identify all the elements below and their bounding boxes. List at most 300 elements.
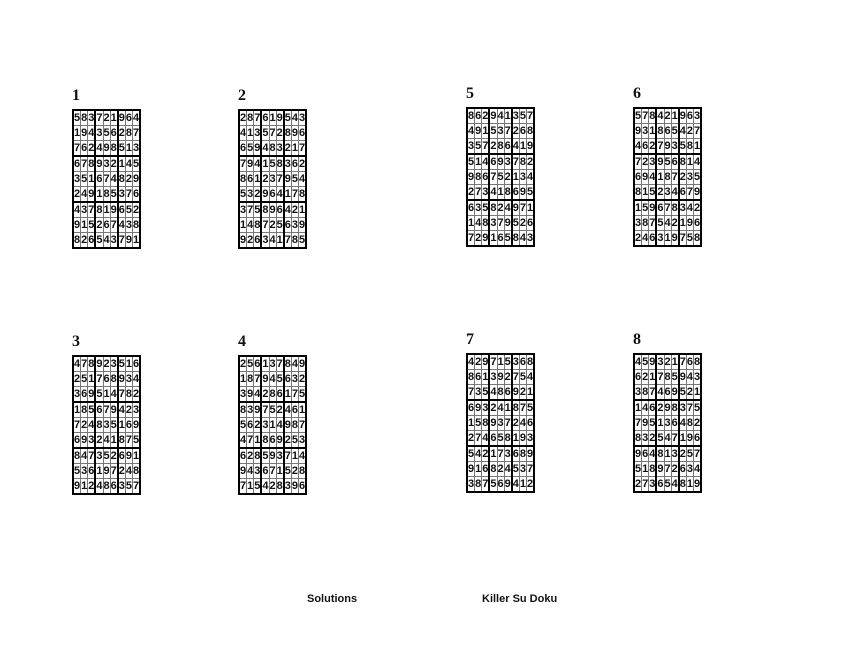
grid-cell: 8 [110,373,117,385]
grid-cell: 3 [133,142,140,154]
grid-cell: 7 [490,171,497,183]
grid-cell: 9 [103,465,110,477]
grid-cell: 7 [284,234,291,246]
grid-row [634,446,701,462]
grid-cell: 2 [482,110,489,122]
grid-cell: 4 [642,402,649,414]
grid-cell: 9 [475,402,482,414]
grid-cell: 7 [284,450,291,462]
grid-cell: 4 [291,112,298,124]
grid-cell: 1 [262,158,269,170]
sudoku-grid [238,355,307,495]
grid-cell: 9 [110,204,117,216]
grid-cell: 2 [635,478,642,490]
grid-cell: 2 [664,356,671,368]
grid-cell: 4 [475,217,482,229]
grid-cell: 6 [649,232,656,244]
grid-row [467,354,534,370]
grid-cell: 3 [635,386,642,398]
grid-cell: 6 [468,202,475,214]
grid-cell: 2 [103,112,110,124]
grid-cell: 5 [262,450,269,462]
grid-cell: 2 [291,204,298,216]
grid-cell: 5 [125,480,132,492]
grid-cell: 3 [664,186,671,198]
grid-cell: 7 [125,188,132,200]
sudoku-grid [633,353,702,493]
grid-cell: 2 [642,371,649,383]
grid-cell: 6 [276,204,283,216]
grid-cell: 6 [527,217,534,229]
grid-cell: 2 [504,371,511,383]
grid-cell: 6 [284,219,291,231]
grid-cell: 1 [247,127,254,139]
grid-row [73,233,140,249]
grid-cell: 2 [110,158,117,170]
grid-cell: 8 [74,234,81,246]
puzzle-number: 6 [633,85,641,102]
grid-cell: 8 [240,404,247,416]
grid-cell: 9 [527,448,534,460]
grid-cell: 1 [504,110,511,122]
grid-cell: 3 [96,450,103,462]
grid-cell: 1 [269,112,276,124]
grid-cell: 4 [291,358,298,370]
grid-row [467,154,534,170]
grid-cell: 3 [512,110,519,122]
grid-cell: 5 [269,158,276,170]
grid-cell: 7 [240,480,247,492]
grid-cell: 7 [475,432,482,444]
grid-cell: 8 [671,402,678,414]
grid-row [634,170,701,185]
grid-cell: 3 [240,388,247,400]
grid-cell: 6 [482,463,489,475]
grid-cell: 3 [74,388,81,400]
grid-cell: 5 [468,448,475,460]
grid-cell: 9 [269,204,276,216]
grid-cell: 5 [103,450,110,462]
grid-cell: 2 [497,463,504,475]
grid-cell: 8 [125,388,132,400]
grid-row [239,433,306,449]
grid-cell: 4 [74,358,81,370]
grid-row [634,400,701,416]
grid-cell: 7 [657,140,664,152]
grid-cell: 3 [664,417,671,429]
grid-cell: 6 [284,373,291,385]
grid-cell: 8 [504,432,511,444]
grid-cell: 7 [497,448,504,460]
grid-cell: 5 [497,432,504,444]
grid-cell: 3 [519,463,526,475]
grid-cell: 5 [649,186,656,198]
grid-cell: 6 [686,356,693,368]
grid-cell: 2 [671,463,678,475]
grid-cell: 2 [519,217,526,229]
grid-cell: 7 [504,417,511,429]
grid-cell: 1 [679,217,686,229]
grid-row [239,172,306,187]
grid-row [634,200,701,216]
grid-cell: 9 [118,112,125,124]
grid-cell: 7 [490,356,497,368]
grid-cell: 8 [299,465,306,477]
grid-cell: 9 [497,156,504,168]
grid-cell: 7 [74,419,81,431]
grid-cell: 2 [284,434,291,446]
grid-cell: 4 [649,171,656,183]
grid-cell: 3 [118,480,125,492]
grid-row [73,448,140,464]
grid-cell: 9 [512,202,519,214]
grid-cell: 4 [664,432,671,444]
grid-cell: 2 [679,171,686,183]
grid-cell: 5 [81,373,88,385]
grid-row [634,139,701,155]
grid-cell: 1 [497,186,504,198]
grid-cell: 3 [269,173,276,185]
grid-cell: 8 [519,448,526,460]
grid-cell: 1 [504,402,511,414]
sudoku-grid [72,109,141,249]
grid-cell: 8 [679,478,686,490]
grid-cell: 6 [490,156,497,168]
grid-cell: 1 [527,386,534,398]
grid-cell: 9 [240,234,247,246]
grid-cell: 3 [291,219,298,231]
grid-row [73,141,140,157]
grid-cell: 2 [291,465,298,477]
grid-cell: 1 [497,356,504,368]
grid-cell: 1 [254,173,261,185]
grid-cell: 6 [694,217,701,229]
grid-cell: 3 [657,232,664,244]
grid-row [467,400,534,416]
grid-cell: 4 [88,127,95,139]
grid-cell: 7 [240,158,247,170]
grid-cell: 6 [110,127,117,139]
grid-cell: 5 [512,463,519,475]
grid-cell: 3 [81,204,88,216]
grid-cell: 6 [88,234,95,246]
grid-cell: 3 [88,434,95,446]
grid-cell: 7 [269,127,276,139]
grid-cell: 8 [686,417,693,429]
grid-cell: 5 [694,402,701,414]
grid-cell: 1 [299,404,306,416]
grid-cell: 5 [504,232,511,244]
grid-cell: 6 [512,186,519,198]
puzzle-number: 3 [72,333,80,350]
grid-cell: 7 [103,404,110,416]
grid-cell: 1 [482,371,489,383]
grid-cell: 4 [490,386,497,398]
grid-cell: 4 [519,417,526,429]
grid-row [73,372,140,387]
grid-cell: 2 [81,419,88,431]
grid-cell: 4 [284,404,291,416]
grid-cell: 5 [81,173,88,185]
grid-cell: 7 [133,480,140,492]
grid-cell: 3 [262,234,269,246]
grid-cell: 2 [74,373,81,385]
grid-cell: 4 [254,388,261,400]
grid-cell: 2 [276,127,283,139]
grid-cell: 4 [519,232,526,244]
grid-cell: 9 [299,358,306,370]
grid-cell: 4 [468,125,475,137]
grid-cell: 9 [133,173,140,185]
grid-cell: 5 [276,373,283,385]
grid-cell: 6 [504,140,511,152]
grid-row [634,185,701,201]
grid-cell: 7 [664,463,671,475]
grid-row [239,418,306,433]
grid-cell: 4 [512,478,519,490]
grid-cell: 3 [88,112,95,124]
grid-cell: 7 [103,173,110,185]
grid-cell: 5 [254,480,261,492]
grid-cell: 1 [299,204,306,216]
grid-cell: 7 [262,404,269,416]
grid-cell: 9 [664,140,671,152]
grid-cell: 9 [642,417,649,429]
grid-cell: 3 [482,402,489,414]
grid-cell: 2 [299,373,306,385]
grid-cell: 3 [81,465,88,477]
grid-cell: 7 [519,402,526,414]
grid-cell: 4 [74,204,81,216]
grid-cell: 4 [81,450,88,462]
grid-cell: 6 [657,478,664,490]
grid-cell: 6 [642,448,649,460]
grid-cell: 2 [475,356,482,368]
grid-cell: 2 [468,432,475,444]
grid-cell: 6 [291,158,298,170]
grid-cell: 8 [269,388,276,400]
grid-cell: 3 [247,404,254,416]
grid-cell: 5 [247,142,254,154]
grid-cell: 6 [74,158,81,170]
grid-cell: 6 [291,404,298,416]
grid-cell: 1 [81,480,88,492]
grid-cell: 4 [262,142,269,154]
grid-cell: 5 [118,142,125,154]
grid-row [634,216,701,231]
grid-cell: 7 [527,463,534,475]
grid-cell: 3 [125,373,132,385]
grid-cell: 2 [490,402,497,414]
grid-row [73,402,140,418]
grid-cell: 8 [519,156,526,168]
grid-cell: 9 [657,156,664,168]
grid-cell: 9 [482,356,489,368]
grid-cell: 5 [240,188,247,200]
grid-cell: 7 [468,232,475,244]
grid-cell: 4 [664,217,671,229]
grid-cell: 6 [497,478,504,490]
grid-cell: 1 [512,432,519,444]
grid-row [73,172,140,187]
grid-cell: 8 [276,480,283,492]
grid-cell: 5 [490,478,497,490]
grid-cell: 6 [125,112,132,124]
grid-cell: 3 [475,386,482,398]
grid-cell: 2 [482,448,489,460]
grid-cell: 9 [475,125,482,137]
grid-row [634,462,701,477]
grid-cell: 2 [133,388,140,400]
grid-cell: 7 [519,202,526,214]
grid-cell: 4 [269,234,276,246]
grid-row [239,233,306,249]
grid-cell: 5 [284,465,291,477]
grid-cell: 8 [103,480,110,492]
grid-cell: 2 [88,480,95,492]
grid-row [634,154,701,170]
grid-row [634,477,701,493]
grid-cell: 8 [635,186,642,198]
grid-cell: 7 [299,419,306,431]
grid-row [467,200,534,216]
sudoku-grid [466,353,535,493]
grid-cell: 1 [649,371,656,383]
grid-cell: 9 [490,110,497,122]
grid-cell: 8 [81,112,88,124]
grid-cell: 4 [247,219,254,231]
grid-cell: 5 [664,478,671,490]
grid-cell: 5 [657,217,664,229]
grid-cell: 9 [88,188,95,200]
grid-row [467,446,534,462]
grid-cell: 4 [276,188,283,200]
grid-cell: 1 [291,142,298,154]
grid-cell: 5 [686,448,693,460]
grid-cell: 7 [247,204,254,216]
grid-cell: 4 [468,356,475,368]
grid-cell: 6 [519,125,526,137]
grid-cell: 3 [291,373,298,385]
grid-cell: 8 [679,156,686,168]
grid-cell: 2 [504,171,511,183]
grid-cell: 6 [504,386,511,398]
grid-cell: 3 [490,371,497,383]
grid-row [239,110,306,126]
grid-cell: 7 [694,448,701,460]
grid-cell: 5 [649,417,656,429]
grid-cell: 9 [527,140,534,152]
grid-cell: 1 [468,217,475,229]
grid-cell: 3 [642,125,649,137]
grid-cell: 6 [269,434,276,446]
grid-cell: 4 [642,232,649,244]
grid-cell: 5 [299,234,306,246]
grid-cell: 2 [118,127,125,139]
grid-cell: 5 [284,112,291,124]
grid-cell: 9 [262,188,269,200]
grid-cell: 4 [269,373,276,385]
grid-cell: 1 [125,142,132,154]
grid-cell: 2 [657,186,664,198]
grid-cell: 9 [269,450,276,462]
grid-cell: 4 [125,158,132,170]
grid-cell: 1 [635,202,642,214]
grid-cell: 4 [475,448,482,460]
grid-cell: 5 [240,419,247,431]
grid-cell: 6 [490,432,497,444]
grid-cell: 8 [649,110,656,122]
grid-cell: 2 [81,234,88,246]
grid-cell: 4 [635,356,642,368]
grid-cell: 6 [635,171,642,183]
grid-cell: 6 [103,373,110,385]
grid-cell: 6 [671,156,678,168]
grid-cell: 9 [490,417,497,429]
grid-cell: 7 [649,386,656,398]
grid-cell: 8 [96,204,103,216]
sudoku-grid [238,109,307,249]
grid-cell: 9 [284,419,291,431]
grid-cell: 1 [284,388,291,400]
grid-cell: 2 [686,125,693,137]
grid-cell: 5 [74,112,81,124]
grid-cell: 9 [74,219,81,231]
grid-row [73,110,140,126]
grid-cell: 6 [110,480,117,492]
grid-cell: 6 [96,173,103,185]
grid-cell: 9 [504,478,511,490]
grid-cell: 4 [686,371,693,383]
grid-cell: 5 [679,386,686,398]
grid-cell: 6 [74,434,81,446]
grid-row [239,356,306,372]
grid-cell: 1 [671,110,678,122]
grid-cell: 4 [247,465,254,477]
grid-cell: 6 [240,142,247,154]
grid-cell: 2 [649,140,656,152]
grid-cell: 8 [88,358,95,370]
grid-cell: 7 [110,219,117,231]
grid-cell: 4 [118,219,125,231]
grid-cell: 9 [468,171,475,183]
grid-cell: 6 [276,388,283,400]
grid-cell: 5 [468,156,475,168]
grid-row [634,385,701,401]
grid-cell: 7 [254,373,261,385]
grid-cell: 9 [642,171,649,183]
grid-cell: 9 [276,112,283,124]
grid-cell: 2 [679,448,686,460]
grid-cell: 2 [475,232,482,244]
grid-cell: 8 [247,112,254,124]
grid-cell: 7 [497,217,504,229]
grid-cell: 6 [254,358,261,370]
grid-cell: 8 [657,448,664,460]
grid-cell: 5 [475,417,482,429]
grid-cell: 6 [269,188,276,200]
grid-cell: 2 [468,186,475,198]
grid-cell: 3 [103,419,110,431]
grid-cell: 9 [291,480,298,492]
grid-row [467,462,534,477]
grid-cell: 3 [497,125,504,137]
grid-cell: 8 [240,173,247,185]
grid-cell: 4 [694,156,701,168]
grid-cell: 1 [664,448,671,460]
grid-cell: 7 [686,402,693,414]
grid-cell: 2 [103,358,110,370]
